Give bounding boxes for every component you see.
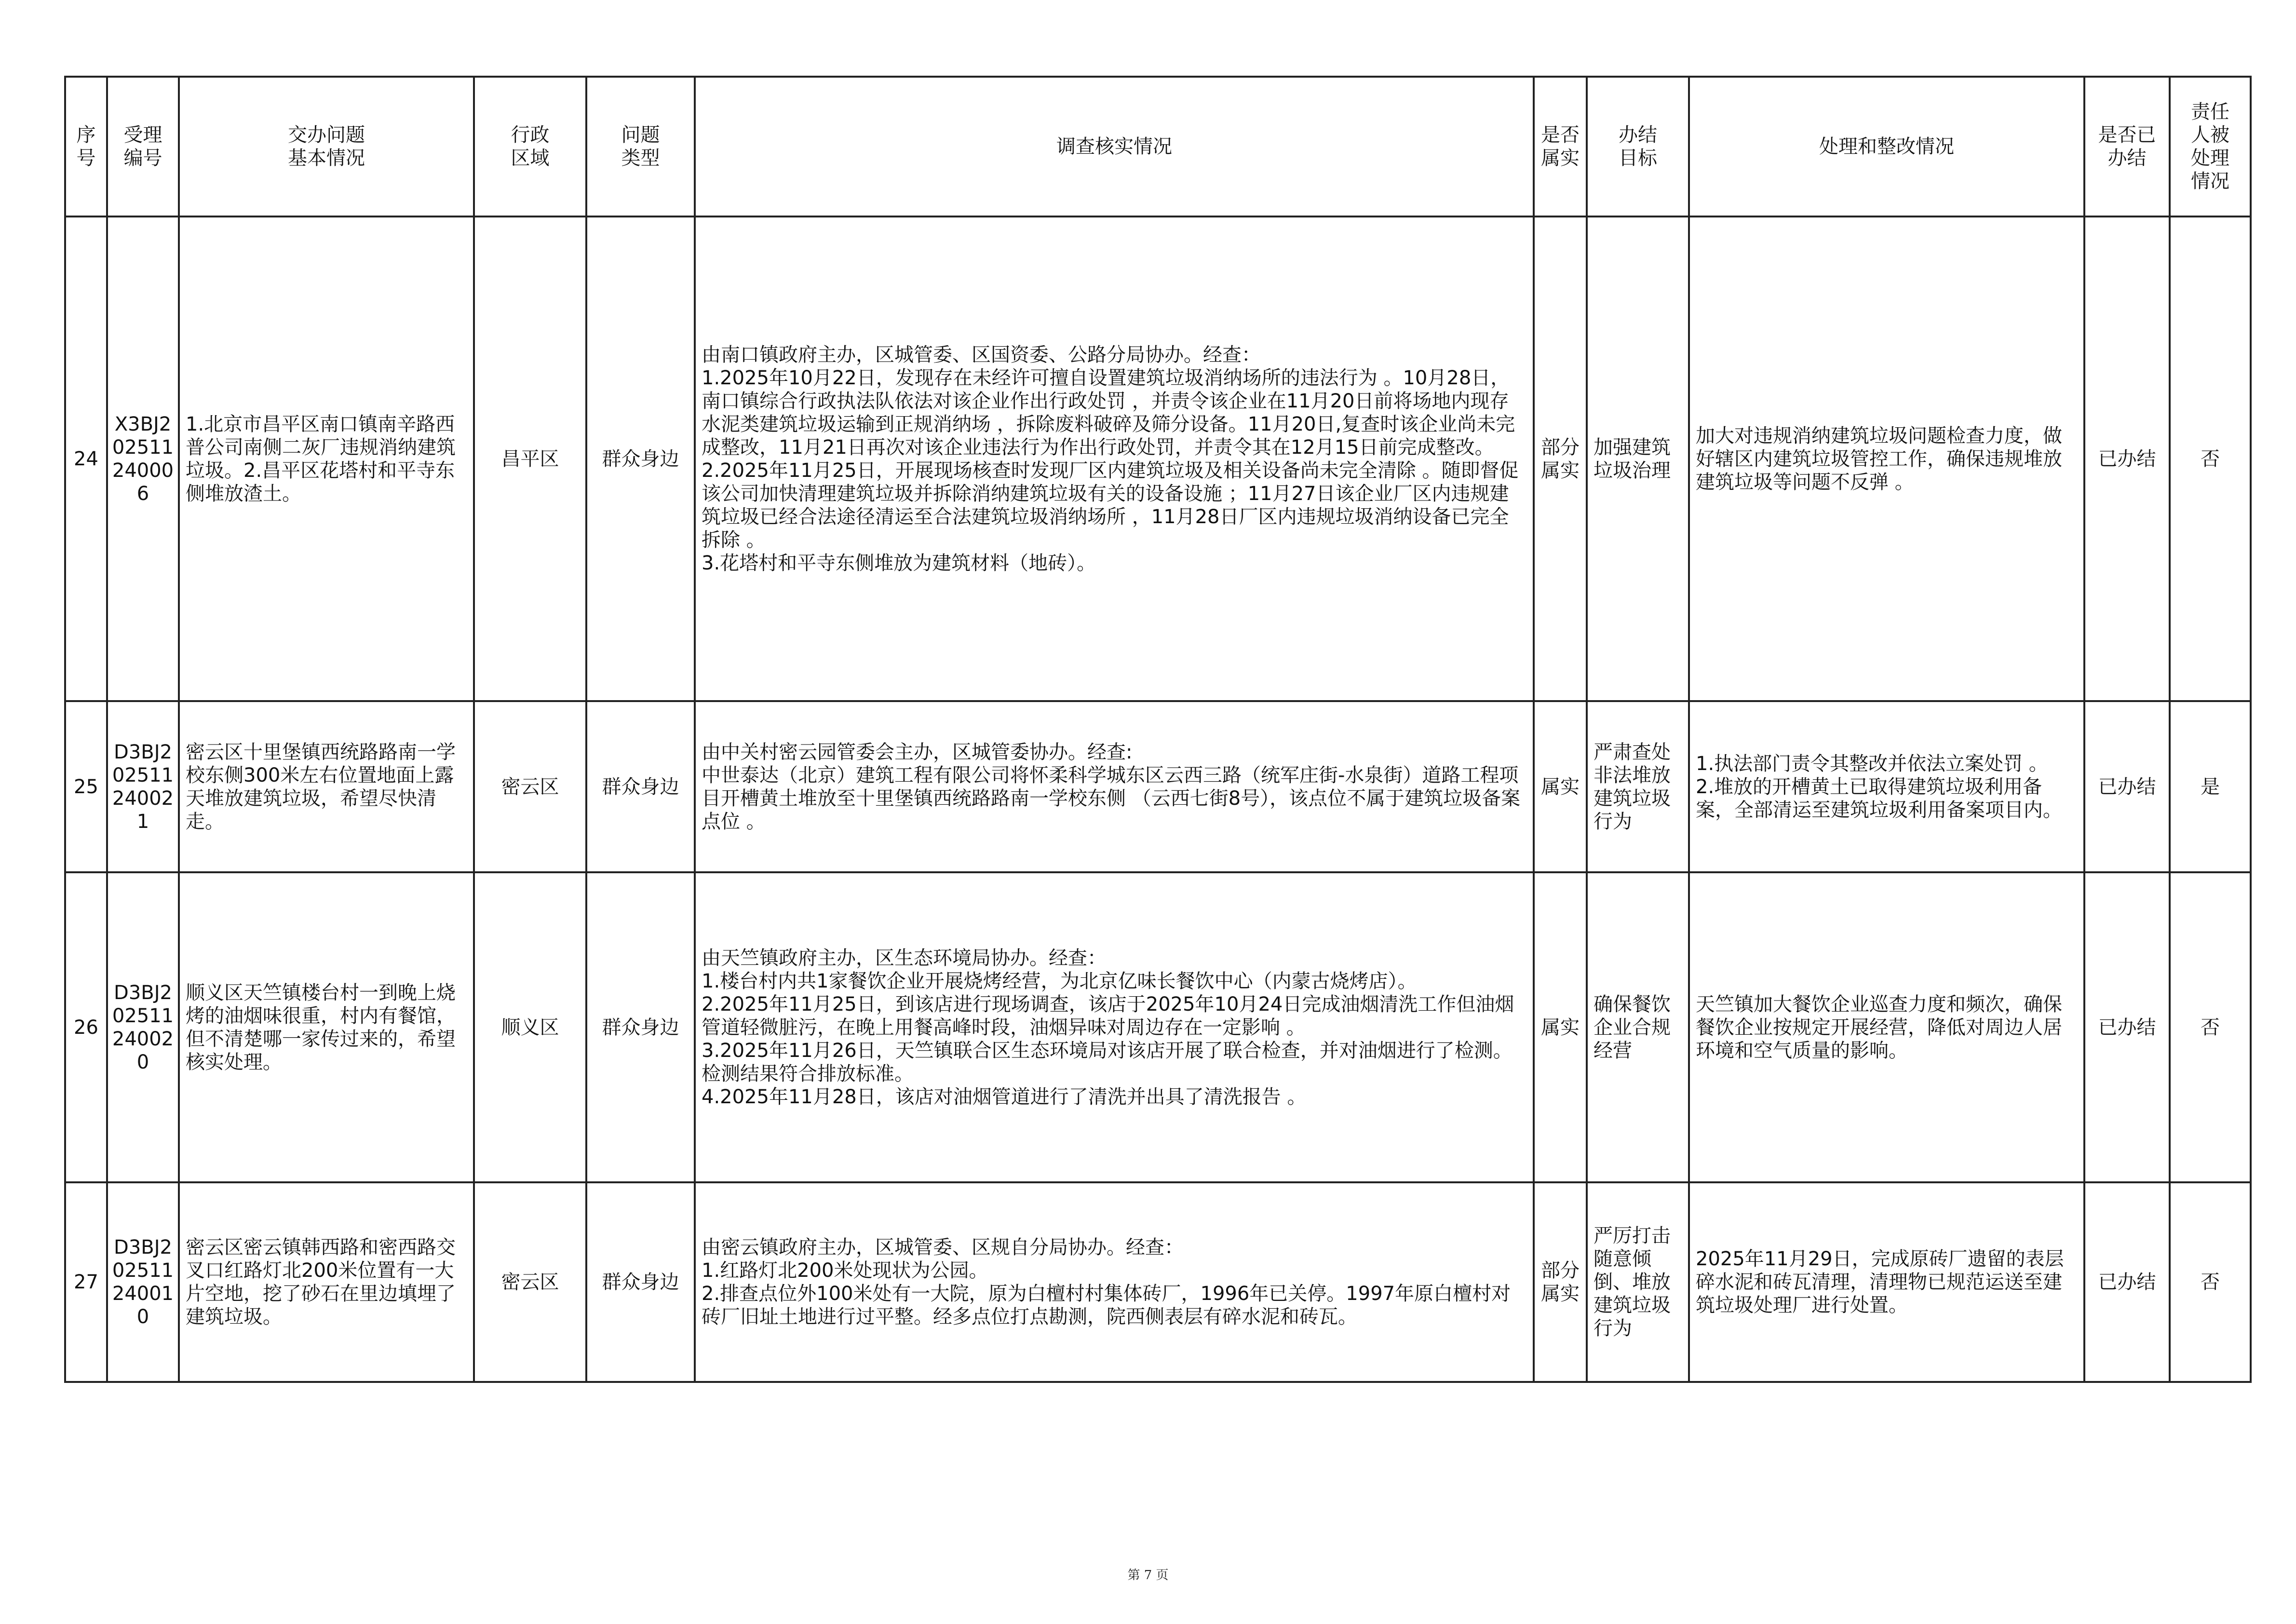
cell-id: X3BJ2 02511 24000 6 [107, 217, 179, 701]
cell-closed: 已办结 [2084, 1182, 2170, 1382]
cell-type: 群众身边 [586, 872, 695, 1182]
cell-district: 昌平区 [474, 217, 586, 701]
cell-basic: 顺义区天竺镇楼台村一到晚上烧烤的油烟味很重，村内有餐馆，但不清楚哪一家传过来的，希望核实处理。 [179, 872, 474, 1182]
cell-handling: 加大对违规消纳建筑垃圾问题检查力度，做好辖区内建筑垃圾管控工作，确保违规堆放建筑垃圾等问题不反弹 。 [1689, 217, 2084, 701]
header-id: 受理 编号 [107, 77, 179, 217]
cell-accountability: 否 [2170, 1182, 2251, 1382]
cell-id: D3BJ2 02511 24002 1 [107, 701, 179, 872]
cell-accountability: 否 [2170, 217, 2251, 701]
header-goal: 办结 目标 [1587, 77, 1689, 217]
cell-type: 群众身边 [586, 701, 695, 872]
cell-district: 顺义区 [474, 872, 586, 1182]
cell-id: D3BJ2 02511 24001 0 [107, 1182, 179, 1382]
cell-basic: 1.北京市昌平区南口镇南辛路西普公司南侧二灰厂违规消纳建筑垃圾。2.昌平区花塔村和平寺东侧堆放渣土。 [179, 217, 474, 701]
cell-investigation: 由密云镇政府主办，区城管委、区规自分局协办。经查： 1.红路灯北200米处现状为公园。 2.排查点位外100米处有一大院，原为白檀村村集体砖厂，1996年已关停。1997年原白檀村对砖厂旧址土地进行过平整。经多点位打点勘测，院西侧表层有碎水泥和砖瓦。 [695, 1182, 1534, 1382]
cell-accountability: 否 [2170, 872, 2251, 1182]
cell-seq: 27 [65, 1182, 107, 1382]
cell-handling: 2025年11月29日，完成原砖厂遗留的表层碎水泥和砖瓦清理，清理物已规范运送至建筑垃圾处理厂进行处置。 [1689, 1182, 2084, 1382]
cell-verified: 属实 [1534, 701, 1587, 872]
header-type: 问题 类型 [586, 77, 695, 217]
table-row [65, 1182, 2251, 1382]
header-basic: 交办问题 基本情况 [179, 77, 474, 217]
cell-district: 密云区 [474, 1182, 586, 1382]
cell-verified: 部分属实 [1534, 1182, 1587, 1382]
header-row [65, 77, 2251, 217]
cell-accountability: 是 [2170, 701, 2251, 872]
cell-verified: 属实 [1534, 872, 1587, 1182]
cell-handling: 1.执法部门责令其整改并依法立案处罚 。 2.堆放的开槽黄土已取得建筑垃圾利用备案，全部清运至建筑垃圾利用备案项目内。 [1689, 701, 2084, 872]
cell-goal: 严厉打击随意倾倒、堆放建筑垃圾行为 [1587, 1182, 1689, 1382]
cell-basic: 密云区十里堡镇西统路路南一学校东侧300米左右位置地面上露天堆放建筑垃圾，希望尽快清走。 [179, 701, 474, 872]
issues-table [64, 76, 2252, 1383]
cell-goal: 加强建筑垃圾治理 [1587, 217, 1689, 701]
header-verified: 是否 属实 [1534, 77, 1587, 217]
cell-id: D3BJ2 02511 24002 0 [107, 872, 179, 1182]
cell-verified: 部分属实 [1534, 217, 1587, 701]
header-investigation: 调查核实情况 [695, 77, 1534, 217]
cell-investigation: 由南口镇政府主办，区城管委、区国资委、公路分局协办。经查： 1.2025年10月22日，发现存在未经许可擅自设置建筑垃圾消纳场所的违法行为 。10月28日，南口镇综合行政执法队依法对该企业作出行政处罚 ，并责令该企业在11月20日前将场地内现存水泥类建筑垃圾运输到正规消纳场 ，拆除废料破碎及筛分设备。11月20日,复查时该企业尚未完成整改，11月21日再次对该企业违法行为作出行政处罚，并责令其在12月15日前完成整改。 2.2025年11月25日，开展现场核查时发现厂区内建筑垃圾及相关设备尚未完全清除 。随即督促该公司加快清理建筑垃圾并拆除消纳建筑垃圾有关的设备设施 ；11月27日该企业厂区内违规建筑垃圾已经合法途径清运至合法建筑垃圾消纳场所 ，11月28日厂区内违规垃圾消纳设备已完全拆除 。 3.花塔村和平寺东侧堆放为建筑材料（地砖）。 [695, 217, 1534, 701]
cell-type: 群众身边 [586, 217, 695, 701]
header-closed: 是否已 办结 [2084, 77, 2170, 217]
cell-district: 密云区 [474, 701, 586, 872]
table-row [65, 701, 2251, 872]
header-seq: 序 号 [65, 77, 107, 217]
cell-seq: 24 [65, 217, 107, 701]
cell-seq: 26 [65, 872, 107, 1182]
header-district: 行政 区域 [474, 77, 586, 217]
cell-closed: 已办结 [2084, 701, 2170, 872]
cell-investigation: 由天竺镇政府主办，区生态环境局协办。经查： 1.楼台村内共1家餐饮企业开展烧烤经营，为北京亿味长餐饮中心（内蒙古烧烤店）。 2.2025年11月25日，到该店进行现场调查，该店于2025年10月24日完成油烟清洗工作但油烟管道轻微脏污，在晚上用餐高峰时段，油烟异味对周边存在一定影响 。 3.2025年11月26日，天竺镇联合区生态环境局对该店开展了联合检查，并对油烟进行了检测。检测结果符合排放标准。 4.2025年11月28日，该店对油烟管道进行了清洗并出具了清洗报告 。 [695, 872, 1534, 1182]
page-number: 第 7 页 [1127, 1568, 1169, 1583]
header-handling: 处理和整改情况 [1689, 77, 2084, 217]
cell-closed: 已办结 [2084, 872, 2170, 1182]
cell-closed: 已办结 [2084, 217, 2170, 701]
table-row [65, 217, 2251, 701]
cell-handling: 天竺镇加大餐饮企业巡查力度和频次，确保餐饮企业按规定开展经营，降低对周边人居环境和空气质量的影响。 [1689, 872, 2084, 1182]
cell-investigation: 由中关村密云园管委会主办，区城管委协办。经查: 中世泰达（北京）建筑工程有限公司将怀柔科学城东区云西三路（统军庄街-水泉街）道路工程项目开槽黄土堆放至十里堡镇西统路路南一学校东侧 （云西七街8号），该点位不属于建筑垃圾备案点位 。 [695, 701, 1534, 872]
cell-goal: 确保餐饮企业合规经营 [1587, 872, 1689, 1182]
cell-basic: 密云区密云镇韩西路和密西路交叉口红路灯北200米位置有一大片空地，挖了砂石在里边填埋了建筑垃圾。 [179, 1182, 474, 1382]
table-row [65, 872, 2251, 1182]
cell-seq: 25 [65, 701, 107, 872]
cell-goal: 严肃查处非法堆放建筑垃圾行为 [1587, 701, 1689, 872]
header-accountability: 责任 人被 处理 情况 [2170, 77, 2251, 217]
cell-type: 群众身边 [586, 1182, 695, 1382]
